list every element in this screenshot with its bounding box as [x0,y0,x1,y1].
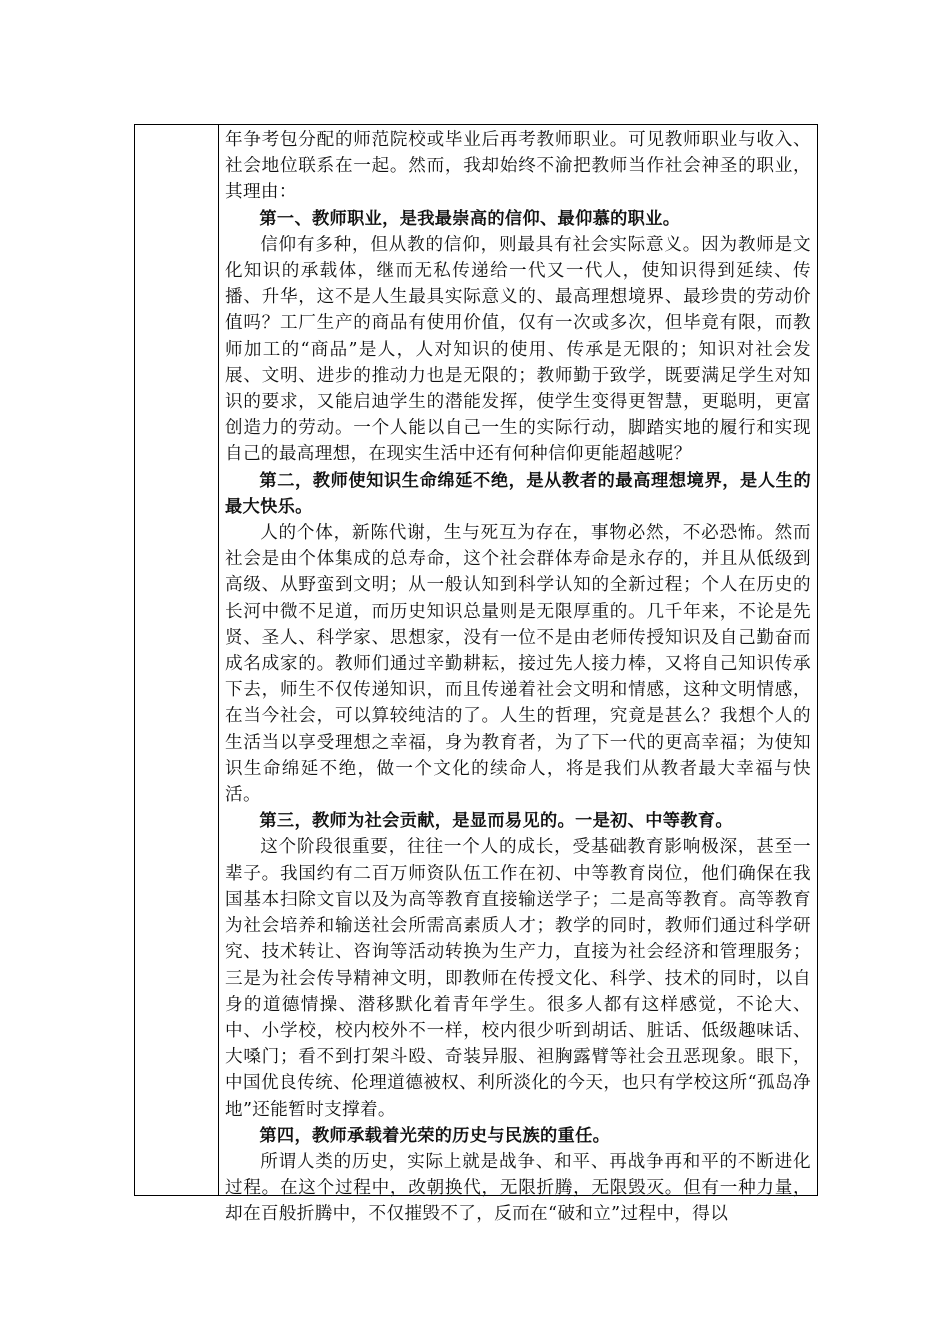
paragraph-fourth-reason: 所谓人类的历史，实际上就是战争、和平、再战争再和平的不断进化过程。在这个过程中，改朝换代，无限折腾，无限毁灭。但有一种力量，却在百般折腾中，不仅摧毁不了，反而在“破和立”过程中，得以 [225,1151,811,1225]
paragraph-first-reason: 信仰有多种，但从教的信仰，则最具有社会实际意义。因为教师是文化知识的承载体，继而无私传递给一代又一代人，使知识得到延续、传播、升华，这不是人生最具实际意义的、最高理想境界、最珍贵的劳动价值吗？工厂生产的商品有使用价值，仅有一次或多次，但毕竟有限，而教师加工的“商品”是人，人对知识的使用、传承是无限的；知识对社会发展、文明、进步的推动力也是无限的；教师勤于致学，既要满足学生对知识的要求，又能启迪学生的潜能发挥，使学生变得更智慧，更聪明，更富创造力的劳动。一个人能以自己一生的实际行动，脚踏实地的履行和实现自己的最高理想，在现实生活中还有何种信仰更能超越呢？ [225,234,811,465]
paragraph-second-reason: 人的个体，新陈代谢，生与死互为存在，事物必然，不必恐怖。然而社会是由个体集成的总寿命，这个社会群体寿命是永存的，并且从低级到高级、从野蛮到文明；从一般认知到科学认知的全新过程；个人在历史的长河中微不足道，而历史知识总量则是无限厚重的。几千年来，不论是先贤、圣人、科学家、思想家，没有一位不是由老师传授知识及自己勤奋而成名成家的。教师们通过辛勤耕耘，接过先人接力棒，又将自己知识传承下去，师生不仅传递知识，而且传递着社会文明和情感，这种文明情感，在当今社会，可以算较纯洁的了。人生的哲理，究竟是甚么？我想个人的生活当以享受理想之幸福，身为教育者，为了下一代的更高幸福；为使知识生命绵延不绝，做一个文化的续命人，将是我们从教者最大幸福与快活。 [225,523,811,806]
paragraph-third-reason: 这个阶段很重要，往往一个人的成长，受基础教育影响极深，甚至一辈子。我国约有二百万师资队伍工作在初、中等教育岗位，他们确保在我国基本扫除文盲以及为高等教育直接输送学子；二是高等教育。高等教育为社会培养和输送社会所需高素质人才；教学的同时，教师们通过科学研究、技术转让、咨询等活动转换为生产力，直接为社会经济和管理服务；三是为社会传导精神文明，即教师在传授文化、科学、技术的同时，以自身的道德情操、潜移默化着青年学生。很多人都有这样感觉，不论大、中、小学校，校内校外不一样，校内很少听到胡话、脏话、低级趣味话、大嗓门；看不到打架斗殴、奇装异服、袒胸露臂等社会丑恶现象。眼下，中国优良传统、伦理道德被权、利所淡化的今天，也只有学校这所“孤岛净地”还能暂时支撑着。 [225,837,811,1120]
table-left-cell [135,125,219,1195]
heading-second-reason: 第二，教师使知识生命绵延不绝，是从教者的最高理想境界，是人生的最大快乐。 [225,470,811,517]
paragraph-intro: 年争考包分配的师范院校或毕业后再考教师职业。可见教师职业与收入、社会地位联系在一起。然而，我却始终不渝把教师当作社会神圣的职业，其理由： [225,130,811,203]
heading-fourth-reason: 第四，教师承载着光荣的历史与民族的重任。 [259,1125,611,1146]
table-content-cell [219,125,817,1225]
document-table [134,124,818,1225]
heading-third-reason: 第三，教师为社会贡献，是显而易见的。一是初、中等教育。 [259,811,733,832]
heading-first-reason: 第一、教师职业，是我最崇高的信仰、最仰慕的职业。 [259,208,681,229]
